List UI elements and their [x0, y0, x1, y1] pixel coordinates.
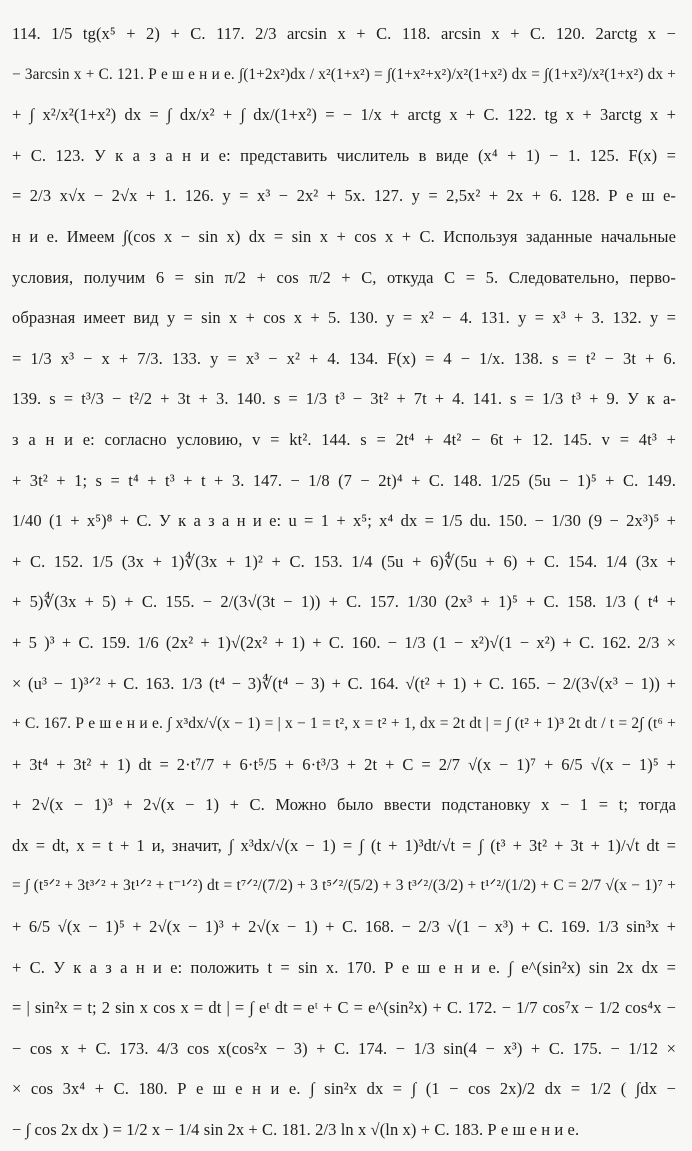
text-line: − cos x + C. 173. 4/3 cos x(cos²x − 3) + C. 174. − 1/3 sin(4 − x³) + C. 175. − 1/12 × — [12, 1038, 676, 1058]
text-line: + C. 152. 1/5 (3x + 1)∜(3x + 1)² + C. 153. 1/4 (5u + 6)∜(5u + 6) + C. 154. 1/4 (3x + — [12, 551, 676, 571]
text-line: условия, получим 6 = sin π/2 + cos π/2 + C, откуда C = 5. Следовательно, перво- — [12, 267, 676, 287]
text-line: × (u³ − 1)³ᐟ² + C. 163. 1/3 (t⁴ − 3)∜(t⁴ − 3) + C. 164. √(t² + 1) + C. 165. − 2/(3√(x³ − 1)) + — [12, 673, 676, 693]
text-line: + 3t² + 1; s = t⁴ + t³ + t + 3. 147. − 1/8 (7 − 2t)⁴ + C. 148. 1/25 (5u − 1)⁵ + C. 149. — [12, 470, 676, 490]
text-line: + C. У к а з а н и е: положить t = sin x. 170. Р е ш е н и е. ∫ e^(sin²x) sin 2x dx = — [12, 957, 676, 977]
text-line: = 2/3 x√x − 2√x + 1. 126. y = x³ − 2x² + 5x. 127. y = 2,5x² + 2x + 6. 128. Р е ш е- — [12, 186, 676, 206]
text-line: 114. 1/5 tg(x⁵ + 2) + C. 117. 2/3 arcsin x + C. 118. arcsin x + C. 120. 2arctg x − — [12, 24, 676, 43]
text-line: + 6/5 √(x − 1)⁵ + 2√(x − 1)³ + 2√(x − 1) + C. 168. − 2/3 √(1 − x³) + C. 169. 1/3 sin³x + — [12, 917, 676, 937]
text-line: − ∫ cos 2x dx ) = 1/2 x − 1/4 sin 2x + C. 181. 2/3 ln x √(ln x) + C. 183. Р е ш е н и е. — [12, 1120, 580, 1140]
text-line: 139. s = t³/3 − t²/2 + 3t + 3. 140. s = 1/3 t³ − 3t² + 7t + 4. 141. s = 1/3 t³ + 9. У к а- — [12, 389, 676, 409]
text-line: з а н и е: согласно условию, v = kt². 144. s = 2t⁴ + 4t² − 6t + 12. 145. v = 4t³ + — [12, 429, 676, 449]
text-line: = ∫ (t⁵ᐟ² + 3t³ᐟ² + 3t¹ᐟ² + t⁻¹ᐟ²) dt = t⁷ᐟ²/(7/2) + 3 t⁵ᐟ²/(5/2) + 3 t³ᐟ²/(3/2) + t¹ᐟ²/(1/2) + C = 2/7 √(x − 1)⁷ + — [12, 877, 676, 895]
text-line: × cos 3x⁴ + C. 180. Р е ш е н и е. ∫ sin²x dx = ∫ (1 − cos 2x)/2 dx = 1/2 ( ∫dx − — [12, 1079, 676, 1099]
text-line: + ∫ x²/x²(1+x²) dx = ∫ dx/x² + ∫ dx/(1+x²) = − 1/x + arctg x + C. 122. tg x + 3arctg x + — [12, 105, 676, 125]
text-line: dx = dt, x = t + 1 и, значит, ∫ x³dx/√(x − 1) = ∫ (t + 1)³dt/√t = ∫ (t³ + 3t² + 3t + 1)/√t dt = — [12, 835, 676, 855]
text-line: + C. 167. Р е ш е н и е. ∫ x³dx/√(x − 1) = | x − 1 = t², x = t² + 1, dx = 2t dt | = ∫ (t² + 1)³ 2t dt / t = 2∫ (t⁶ + — [12, 715, 676, 733]
text-line: + 3t⁴ + 3t² + 1) dt = 2·t⁷/7 + 6·t⁵/5 + 6·t³/3 + 2t + C = 2/7 √(x − 1)⁷ + 6/5 √(x − 1)⁵ + — [12, 754, 676, 774]
text-line: образная имеет вид y = sin x + cos x + 5. 130. y = x² − 4. 131. y = x³ + 3. 132. y = — [12, 308, 676, 328]
text-line: н и е. Имеем ∫(cos x − sin x) dx = sin x + cos x + C. Используя заданные начальные — [12, 226, 676, 246]
text-line: = 1/3 x³ − x + 7/3. 133. y = x³ − x² + 4. 134. F(x) = 4 − 1/x. 138. s = t² − 3t + 6. — [12, 348, 676, 368]
text-line: + 2√(x − 1)³ + 2√(x − 1) + C. Можно было ввести подстановку x − 1 = t; тогда — [12, 795, 676, 815]
text-line: + 5 )³ + C. 159. 1/6 (2x² + 1)√(2x² + 1) + C. 160. − 1/3 (1 − x²)√(1 − x²) + C. 162. 2/3 × — [12, 632, 676, 652]
text-line: + C. 123. У к а з а н и е: представить числитель в виде (x⁴ + 1) − 1. 125. F(x) = — [12, 145, 676, 165]
text-line: − 3arcsin x + C. 121. Р е ш е н и е. ∫(1+2x²)dx / x²(1+x²) = ∫(1+x²+x²)/x²(1+x²) dx = ∫(1+x²)/x²(1+x²) dx + — [12, 65, 676, 83]
text-line: = | sin²x = t; 2 sin x cos x = dt | = ∫ eᵗ dt = eᵗ + C = e^(sin²x) + C. 172. − 1/7 cos⁷x − 1/2 cos⁴x − — [12, 998, 676, 1018]
text-line: + 5)∜(3x + 5) + C. 155. − 2/(3√(3t − 1)) + C. 157. 1/30 (2x³ + 1)⁵ + C. 158. 1/3 ( t⁴ + — [12, 592, 676, 612]
text-line: 1/40 (1 + x⁵)⁸ + C. У к а з а н и е: u = 1 + x⁵; x⁴ dx = 1/5 du. 150. − 1/30 (9 − 2x³)⁵ + — [12, 511, 676, 531]
